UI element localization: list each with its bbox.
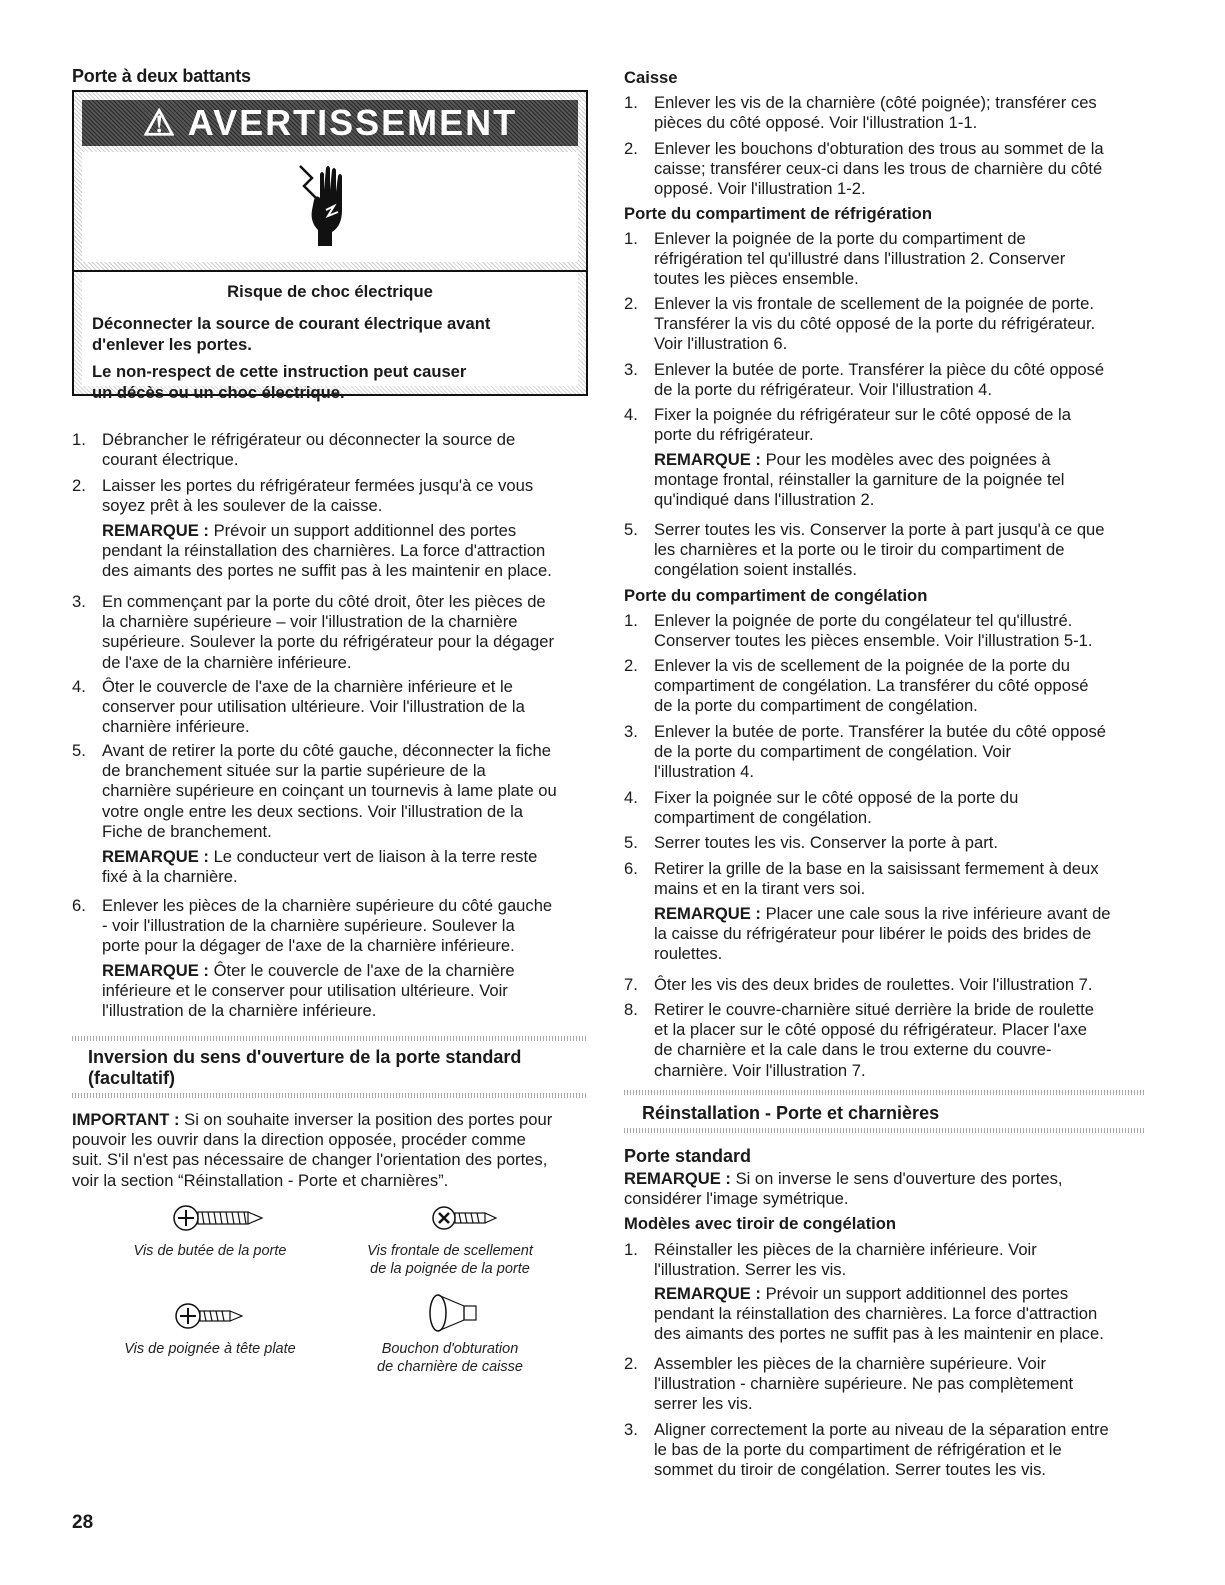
step-number: 3. bbox=[72, 592, 86, 611]
step-line: Fixer la poignée du réfrigérateur sur le côté opposé de la bbox=[654, 405, 1071, 424]
step-line: Serrer toutes les vis. Conserver la porte à part jusqu'à ce que bbox=[654, 520, 1105, 539]
step-line: Ôter le couvercle de l'axe de la charnière inférieure et le bbox=[102, 677, 513, 696]
step-number: 2. bbox=[624, 1354, 638, 1373]
step-line: les charnières et la porte ou le tiroir du compartiment de bbox=[654, 540, 1065, 560]
warning-header bbox=[74, 92, 586, 272]
step-line: Fiche de branchement. bbox=[102, 821, 272, 841]
step-line: l'illustration - charnière supérieure. Ne pas complètement bbox=[654, 1374, 1074, 1394]
section-divider-bottom bbox=[72, 1093, 588, 1098]
step-line: charnière inférieure. bbox=[102, 717, 250, 737]
step-number: 3. bbox=[624, 360, 638, 379]
step-number: 4. bbox=[624, 405, 638, 424]
note-label: REMARQUE : bbox=[102, 847, 209, 866]
warning-text-2 bbox=[92, 362, 562, 403]
important-line: pouvoir les ouvrir dans la direction opposée, procéder comme bbox=[72, 1130, 526, 1150]
front-seal-screw-icon bbox=[428, 1200, 508, 1236]
warning-banner-text: AVERTISSEMENT bbox=[187, 102, 518, 143]
page-title: Porte à deux battants bbox=[72, 66, 251, 86]
step-number: 1. bbox=[624, 93, 638, 112]
step-line: de branchement située sur la partie supérieure de la bbox=[102, 761, 486, 781]
step-number: 4. bbox=[624, 788, 638, 807]
step-line: conserver pour utilisation ultérieure. Voir l'illustration de la bbox=[102, 697, 525, 717]
step-number: 7. bbox=[624, 975, 638, 994]
note-line: des aimants des portes ne suffit pas à les maintenir en place. bbox=[102, 561, 552, 581]
step-line: porte du réfrigérateur. bbox=[654, 425, 814, 445]
note-label: REMARQUE : bbox=[102, 961, 209, 980]
note-line: des aimants des portes ne suffit pas à les maintenir en place. bbox=[654, 1324, 1104, 1344]
note-line: fixé à la charnière. bbox=[102, 867, 238, 887]
section-title bbox=[88, 1047, 578, 1089]
step-number: 1. bbox=[624, 611, 638, 630]
step-number: 2. bbox=[624, 294, 638, 313]
important-line: voir la section “Réinstallation - Porte et charnières”. bbox=[72, 1170, 449, 1190]
step-line: Enlever les vis de la charnière (côté poignée); transférer ces bbox=[654, 93, 1097, 112]
note-label: REMARQUE : bbox=[654, 450, 761, 469]
note-label: REMARQUE : bbox=[102, 521, 209, 540]
step-number: 5. bbox=[72, 741, 86, 760]
step-line: Ôter les vis des deux brides de roulettes. Voir l'illustration 7. bbox=[654, 975, 1093, 994]
important-paragraph bbox=[72, 1110, 592, 1191]
step-line: courant électrique. bbox=[102, 450, 239, 470]
step-line: et la placer sur le côté opposé du réfrigérateur. Placer l'axe bbox=[654, 1020, 1088, 1040]
step-line: mains et en la tirant vers soi. bbox=[654, 879, 866, 899]
step-line: Enlever la vis de scellement de la poignée de la porte du bbox=[654, 656, 1071, 675]
section-divider-top bbox=[72, 1036, 588, 1041]
step-line: de la porte du compartiment de congélation. bbox=[654, 696, 978, 716]
note bbox=[102, 521, 592, 582]
step-line: charnière. Voir l'illustration 7. bbox=[654, 1060, 866, 1080]
step-line: Enlever la butée de porte. Transférer la butée du côté opposé bbox=[654, 722, 1107, 741]
step-number: 2. bbox=[624, 656, 638, 675]
warning-risk: Risque de choc électrique bbox=[227, 282, 433, 301]
note-line: Si on inverse le sens d'ouverture des portes, bbox=[735, 1169, 1063, 1188]
step-line: Avant de retirer la porte du côté gauche, déconnecter la fiche bbox=[102, 741, 551, 760]
step-number: 1. bbox=[624, 1240, 638, 1259]
section-title-line: Inversion du sens d'ouverture de la porte standard bbox=[88, 1047, 522, 1067]
note-label: REMARQUE : bbox=[654, 1284, 761, 1303]
note-line: considérer l'image symétrique. bbox=[624, 1189, 849, 1209]
step-line: En commençant par la porte du côté droit, ôter les pièces de bbox=[102, 592, 546, 611]
section-divider-top bbox=[624, 1090, 1144, 1095]
important-line: suit. S'il n'est pas nécessaire de changer l'orientation des portes, bbox=[72, 1150, 548, 1170]
step-line: compartiment de congélation. La transférer du côté opposé bbox=[654, 676, 1089, 696]
step-line: charnière supérieure en coinçant un tournevis à lame plate ou bbox=[102, 781, 557, 801]
step-line: Laisser les portes du réfrigérateur fermées jusqu'à ce vous bbox=[102, 476, 534, 495]
warning-line: Déconnecter la source de courant électrique avant bbox=[92, 314, 491, 333]
step-line: Assembler les pièces de la charnière supérieure. Voir bbox=[654, 1354, 1046, 1373]
step-line: l'illustration 4. bbox=[654, 762, 755, 782]
step-line: Retirer la grille de la base en la saisissant fermement à deux bbox=[654, 859, 1099, 878]
step-line: congélation soient installés. bbox=[654, 560, 857, 580]
note bbox=[654, 1284, 1144, 1345]
warning-banner bbox=[82, 100, 578, 146]
door-stop-screw-icon bbox=[170, 1200, 270, 1236]
note bbox=[624, 1169, 1144, 1209]
step-line: le bas de la porte du compartiment de réfrigération et le bbox=[654, 1440, 1062, 1460]
note-label: REMARQUE : bbox=[624, 1169, 731, 1188]
step-line: réfrigération tel qu'illustré dans l'illustration 2. Conserver bbox=[654, 249, 1066, 269]
step-line: Enlever la poignée de la porte du compartiment de bbox=[654, 229, 1026, 248]
warning-line: un décès ou un choc électrique. bbox=[92, 382, 345, 402]
step-number: 3. bbox=[624, 722, 638, 741]
note-line: Ôter le couvercle de l'axe de la charnière bbox=[213, 961, 515, 980]
warning-text-1 bbox=[92, 314, 562, 355]
note-line: inférieure et le conserver pour utilisation ultérieure. Voir bbox=[102, 981, 508, 1001]
step-line: porte pour la dégager de l'axe de la charnière inférieure. bbox=[102, 936, 515, 956]
step-line: - voir l'illustration de la charnière supérieure. Soulever la bbox=[102, 916, 515, 936]
warning-line: Le non-respect de cette instruction peut causer bbox=[92, 362, 467, 381]
step-line: supérieure. Soulever la porte du réfrigérateur pour la dégager bbox=[102, 632, 554, 652]
subsection-title: Porte du compartiment de réfrigération bbox=[624, 204, 932, 223]
step-line: la charnière supérieure – voir l'illustration de la charnière bbox=[102, 612, 518, 632]
note bbox=[102, 847, 592, 887]
note-label: REMARQUE : bbox=[654, 904, 761, 923]
step-line: Enlever la butée de porte. Transférer la pièce du côté opposé bbox=[654, 360, 1105, 379]
section-title: Réinstallation - Porte et charnières bbox=[642, 1103, 940, 1123]
electric-shock-hand-icon bbox=[296, 160, 356, 250]
step-number: 8. bbox=[624, 1000, 638, 1019]
step-line: soyez prêt à les soulever de la caisse. bbox=[102, 496, 383, 516]
caption bbox=[340, 1341, 560, 1376]
note-line: pendant la réinstallation des charnières. La force d'attraction bbox=[654, 1304, 1098, 1324]
note-line: montage frontal, réinstaller la garniture de la poignée tel bbox=[654, 470, 1065, 490]
important-line: Si on souhaite inverser la position des portes pour bbox=[184, 1110, 553, 1129]
note-line: qu'indiqué dans l'illustration 2. bbox=[654, 490, 875, 510]
warning-symbol-area bbox=[82, 152, 578, 262]
important-label: IMPORTANT : bbox=[72, 1110, 180, 1129]
caption bbox=[330, 1243, 570, 1278]
caption-line: de la poignée de la porte bbox=[370, 1260, 530, 1277]
caption: Vis de poignée à tête plate bbox=[124, 1341, 296, 1357]
step-line: pièces du côté opposé. Voir l'illustration 1-1. bbox=[654, 113, 978, 133]
step-line: de l'axe de la charnière inférieure. bbox=[102, 652, 352, 672]
warning-box bbox=[72, 90, 588, 402]
note-line: Prévoir un support additionnel des portes bbox=[765, 1284, 1069, 1303]
note bbox=[102, 961, 592, 1022]
step-line: Serrer toutes les vis. Conserver la porte à part. bbox=[654, 833, 999, 852]
step-line: Enlever les pièces de la charnière supérieure du côté gauche bbox=[102, 896, 553, 915]
section-divider-bottom bbox=[624, 1128, 1144, 1133]
step-line: toutes les pièces ensemble. bbox=[654, 269, 859, 289]
step-line: l'illustration. Serrer les vis. bbox=[654, 1260, 847, 1280]
step-line: compartiment de congélation. bbox=[654, 808, 872, 828]
note bbox=[654, 904, 1144, 965]
note-line: Pour les modèles avec des poignées à bbox=[765, 450, 1051, 469]
caption-line: Bouchon d'obturation bbox=[381, 1341, 519, 1357]
step-line: Retirer le couvre-charnière situé derrière la bride de roulette bbox=[654, 1000, 1094, 1019]
step-line: sommet du tiroir de congélation. Serrer toutes les vis. bbox=[654, 1460, 1046, 1480]
page-number: 28 bbox=[72, 1512, 94, 1533]
note-line: la caisse du réfrigérateur pour libérer le poids des brides de bbox=[654, 924, 1092, 944]
caption: Vis de butée de la porte bbox=[133, 1243, 287, 1259]
step-line: Enlever les bouchons d'obturation des trous au sommet de la bbox=[654, 139, 1104, 158]
note-line: Prévoir un support additionnel des portes bbox=[213, 521, 517, 540]
subsection-title: Porte du compartiment de congélation bbox=[624, 586, 928, 605]
note-line: Le conducteur vert de liaison à la terre reste bbox=[213, 847, 538, 866]
step-line: Débrancher le réfrigérateur ou déconnecter la source de bbox=[102, 430, 516, 449]
step-line: opposé. Voir l'illustration 1-2. bbox=[654, 179, 866, 199]
step-line: de la porte du réfrigérateur. Voir l'illustration 4. bbox=[654, 380, 992, 400]
step-line: Conserver toutes les pièces ensemble. Voir l'illustration 5-1. bbox=[654, 631, 1093, 651]
caption-line: de charnière de caisse bbox=[377, 1358, 523, 1375]
step-number: 6. bbox=[624, 859, 638, 878]
step-line: Transférer la vis du côté opposé de la porte du réfrigérateur. bbox=[654, 314, 1096, 334]
section-title-line: (facultatif) bbox=[88, 1068, 175, 1088]
step-number: 4. bbox=[72, 677, 86, 696]
step-line: Fixer la poignée sur le côté opposé de la porte du bbox=[654, 788, 1019, 807]
warning-body bbox=[74, 272, 586, 402]
step-line: de la porte du compartiment de congélation. Voir bbox=[654, 742, 1011, 762]
step-number: 3. bbox=[624, 1420, 638, 1439]
note-line: roulettes. bbox=[654, 944, 723, 964]
step-line: Enlever la vis frontale de scellement de la poignée de porte. bbox=[654, 294, 1095, 313]
step-number: 1. bbox=[72, 430, 86, 449]
step-line: Réinstaller les pièces de la charnière inférieure. Voir bbox=[654, 1240, 1037, 1259]
note-line: Placer une cale sous la rive inférieure avant de bbox=[765, 904, 1111, 923]
step-line: Enlever la poignée de porte du congélateur tel qu'illustré. bbox=[654, 611, 1073, 630]
note-line: pendant la réinstallation des charnières. La force d'attraction bbox=[102, 541, 546, 561]
note-line: l'illustration de la charnière inférieure. bbox=[102, 1001, 377, 1021]
step-number: 5. bbox=[624, 520, 638, 539]
step-line: de charnière et la cale dans le trou externe du couvre- bbox=[654, 1040, 1052, 1060]
step-number: 2. bbox=[72, 476, 86, 495]
subsection-title: Caisse bbox=[624, 68, 678, 87]
step-number: 6. bbox=[72, 896, 86, 915]
step-line: Voir l'illustration 6. bbox=[654, 334, 788, 354]
warning-line: d'enlever les portes. bbox=[92, 334, 252, 354]
step-line: serrer les vis. bbox=[654, 1394, 753, 1414]
step-number: 2. bbox=[624, 139, 638, 158]
step-line: votre ongle entre les deux sections. Voir l'illustration de la bbox=[102, 801, 524, 821]
step-line: caisse; transférer ceux-ci dans les trous de charnière du côté bbox=[654, 159, 1103, 179]
subsection-title: Porte standard bbox=[624, 1146, 752, 1166]
warning-triangle-icon: ⚠ bbox=[142, 102, 188, 143]
step-line: Aligner correctement la porte au niveau de la séparation entre bbox=[654, 1420, 1109, 1439]
subsection-title: Modèles avec tiroir de congélation bbox=[624, 1214, 897, 1233]
step-number: 1. bbox=[624, 229, 638, 248]
step-number: 5. bbox=[624, 833, 638, 852]
note bbox=[654, 450, 1144, 511]
flat-head-handle-screw-icon bbox=[172, 1298, 252, 1334]
hinge-hole-plug-icon bbox=[424, 1290, 484, 1336]
caption-line: Vis frontale de scellement bbox=[367, 1243, 533, 1259]
